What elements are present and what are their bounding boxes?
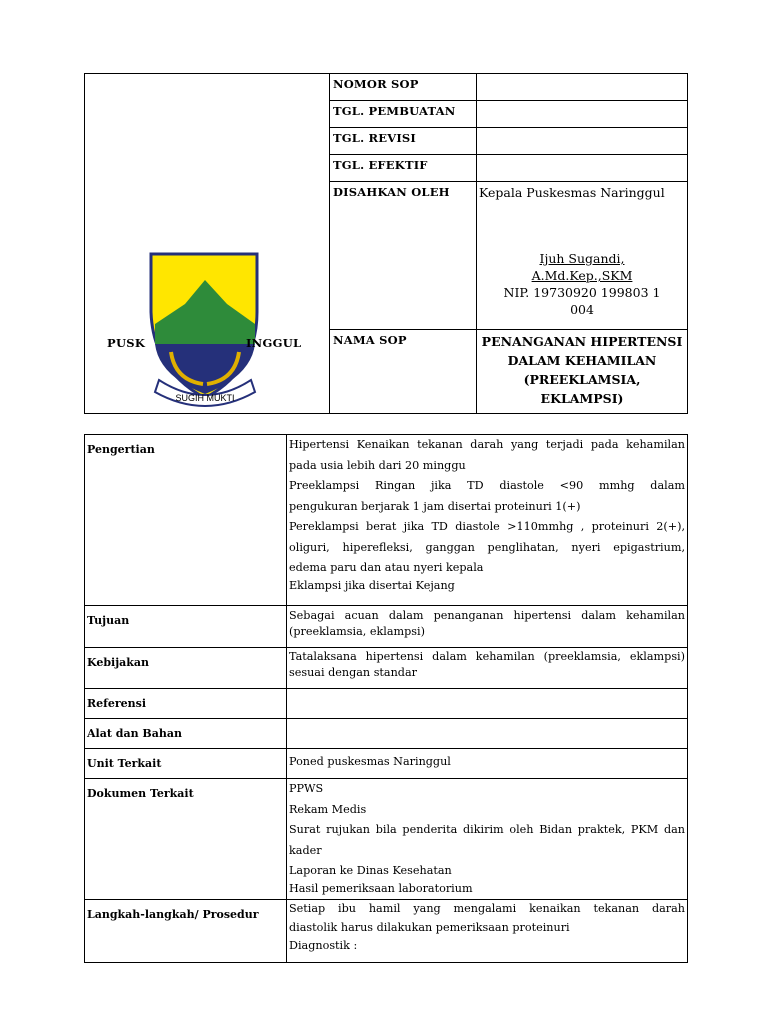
nomor-sop-label: NOMOR SOP <box>330 74 477 101</box>
langkah-value <box>287 900 688 963</box>
tujuan-value <box>287 606 688 648</box>
disahkan-label: DISAHKAN OLEH <box>330 182 477 330</box>
unit-terkait-label: Unit Terkait <box>85 749 287 779</box>
dokumen-line: Hasil pemeriksaan laboratorium <box>289 881 473 895</box>
alat-bahan-label: Alat dan Bahan <box>85 719 287 749</box>
langkah-line: Diagnostik : <box>289 939 358 952</box>
referensi-value <box>287 689 688 719</box>
kebijakan-line: sesuai dengan standar <box>289 666 417 679</box>
signatory-nip-line2: 004 <box>570 302 594 317</box>
pengertian-label: Pengertian <box>85 435 287 606</box>
tgl-pembuatan-value <box>477 101 688 128</box>
pengertian-line: oliguri, hiperefleksi, ganggan penglihatan, nyeri epigastrium, <box>289 540 685 554</box>
langkah-label: Langkah-langkah/ Prosedur <box>85 900 287 963</box>
alat-bahan-value <box>287 719 688 749</box>
dokumen-line: kader <box>289 843 322 857</box>
pengertian-line: Preeklampsi Ringan jika TD diastole <90 mmhg dalam <box>289 479 685 492</box>
pengertian-line: pengukuran berjarak 1 jam disertai proteinuri 1(+) <box>289 499 581 513</box>
nama-sop-line3: (PREEKLAMSIA, <box>523 372 641 387</box>
logo-cell <box>85 74 330 414</box>
sop-content-table <box>84 434 688 963</box>
signatory-name-line1: Ijuh Sugandi, <box>539 251 625 266</box>
pengertian-line: Hipertensi Kenaikan tekanan darah yang terjadi pada kehamilan <box>289 438 685 451</box>
unit-terkait-value: Poned puskesmas Naringgul <box>287 749 688 779</box>
tujuan-line: Sebagai acuan dalam penanganan hipertensi dalam kehamilan <box>289 609 685 622</box>
kebijakan-line: Tatalaksana hipertensi dalam kehamilan (preeklamsia, eklampsi) <box>289 650 685 663</box>
sop-header-table <box>84 73 688 414</box>
pengertian-line: Eklampsi jika disertai Kejang <box>289 578 455 592</box>
tgl-revisi-value <box>477 128 688 155</box>
nama-sop-line2: DALAM KEHAMILAN <box>507 353 657 368</box>
tgl-revisi-label: TGL. REVISI <box>330 128 477 155</box>
nama-sop-line1: PENANGANAN HIPERTENSI <box>481 334 683 349</box>
pengertian-value <box>287 435 688 606</box>
pengertian-line: pada usia lebih dari 20 minggu <box>289 458 466 472</box>
kebijakan-value <box>287 648 688 689</box>
kebijakan-label: Kebijakan <box>85 648 287 689</box>
signatory-name-line2: A.Md.Kep.,SKM <box>531 268 633 283</box>
dokumen-terkait-value <box>287 779 688 900</box>
pengertian-line: edema paru dan atau nyeri kepala <box>289 561 484 574</box>
dokumen-line: PPWS <box>289 782 324 795</box>
tujuan-line: (preeklamsia, eklampsi) <box>289 625 425 638</box>
puskesmas-name-right: INGGUL <box>246 336 302 350</box>
referensi-label: Referensi <box>85 689 287 719</box>
nomor-sop-value <box>477 74 688 101</box>
dokumen-line: Laporan ke Dinas Kesehatan <box>289 864 452 877</box>
signatory-nip-line1: NIP. 19730920 199803 1 <box>503 285 661 300</box>
dokumen-line: Surat rujukan bila penderita dikirim oleh Bidan praktek, PKM dan <box>289 823 685 836</box>
nama-sop-label: NAMA SOP <box>330 330 477 414</box>
langkah-line: diastolik harus dilakukan pemeriksaan proteinuri <box>289 921 570 934</box>
signatory-role: Kepala Puskesmas Naringgul <box>479 185 665 200</box>
logo-motto: SUGIH MUKTI <box>175 393 235 403</box>
signatory-name <box>479 250 685 318</box>
puskesmas-name-left: PUSK <box>107 336 146 350</box>
tujuan-label: Tujuan <box>85 606 287 648</box>
pengertian-line: Pereklampsi berat jika TD diastole >110mmhg , proteinuri 2(+), <box>289 520 685 533</box>
dokumen-terkait-label: Dokumen Terkait <box>85 779 287 900</box>
signatory-block <box>477 182 688 330</box>
nama-sop-value <box>477 330 688 414</box>
langkah-line: Setiap ibu hamil yang mengalami kenaikan tekanan darah <box>289 902 685 915</box>
nama-sop-line4: EKLAMPSI) <box>540 391 624 406</box>
tgl-efektif-label: TGL. EFEKTIF <box>330 155 477 182</box>
tgl-pembuatan-label: TGL. PEMBUATAN <box>330 101 477 128</box>
tgl-efektif-value <box>477 155 688 182</box>
puskesmas-name <box>107 336 302 350</box>
kabupaten-emblem-icon <box>145 252 271 452</box>
dokumen-line: Rekam Medis <box>289 802 367 816</box>
